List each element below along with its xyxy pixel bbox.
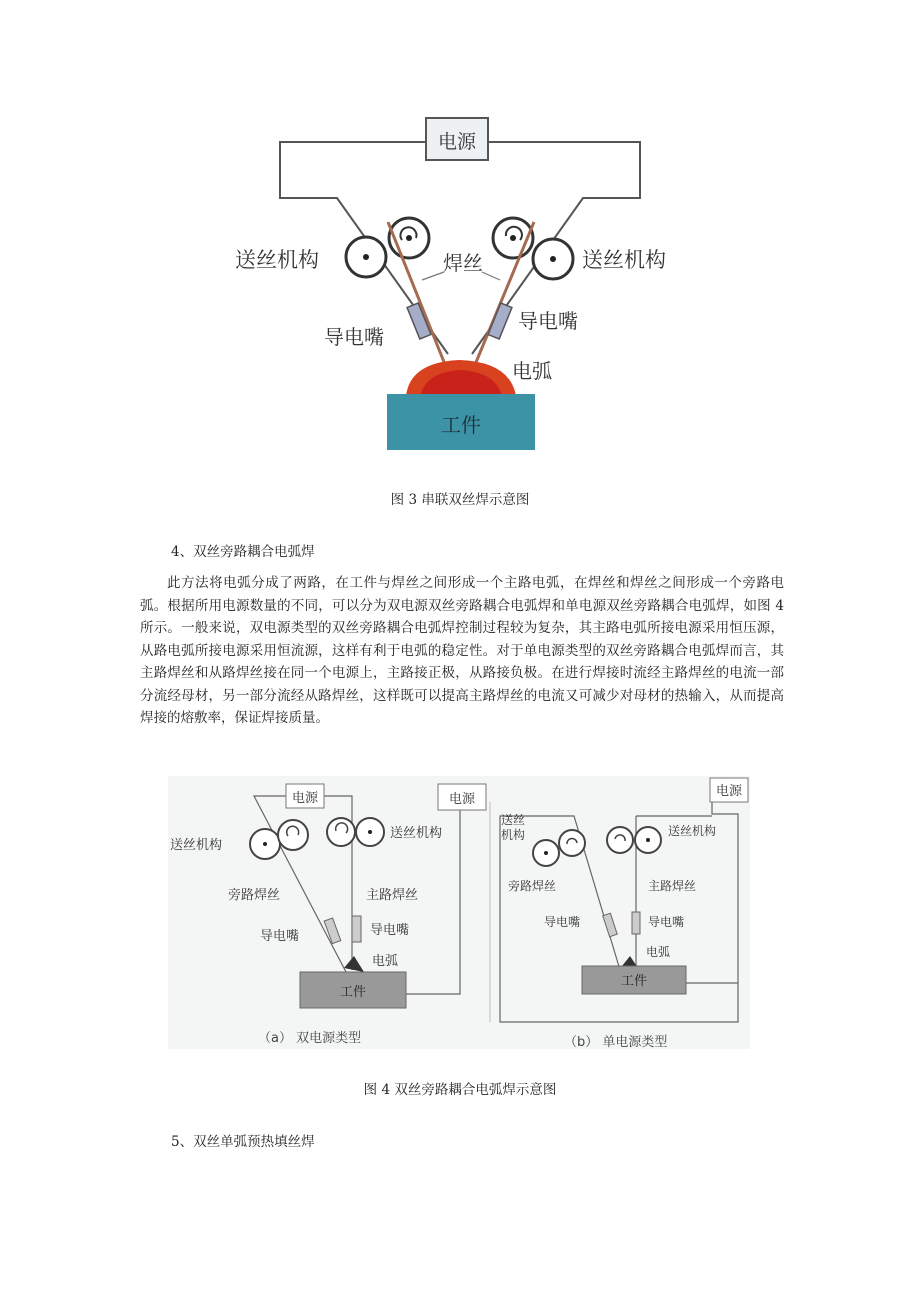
b-feeder-right: 送丝机构 [668, 824, 717, 838]
b-main-wire: 主路焊丝 [648, 879, 697, 893]
a-power2-label: 电源 [448, 792, 476, 807]
b-panel-label: （b） 单电源类型 [564, 1035, 668, 1049]
a-arc: 电弧 [372, 954, 399, 969]
section-5-heading: 5、双丝单弧预热填丝焊 [171, 1134, 315, 1150]
b-tip-left: 导电嘴 [544, 915, 581, 929]
a-bypass-wire: 旁路焊丝 [228, 888, 281, 903]
arc-label: 电弧 [512, 359, 552, 383]
a-tip-right: 导电嘴 [370, 923, 410, 938]
a-feeder-left: 送丝机构 [170, 838, 223, 853]
a-feeder-right: 送丝机构 [390, 826, 443, 841]
b-workpiece-label: 工件 [620, 974, 648, 989]
b-power-label: 电源 [715, 784, 743, 799]
wire-label: 焊丝 [443, 251, 483, 275]
roller-right-outer [533, 239, 573, 279]
tip-label-right: 导电嘴 [518, 309, 578, 333]
tip-label-left: 导电嘴 [324, 325, 384, 349]
roller-left-outer [346, 237, 386, 277]
section-4-paragraph: 此方法将电弧分成了两路，在工件与焊丝之间形成一个主路电弧，在焊丝和焊丝之间形成一个旁路电弧。根据所用电源数量的不同，可以分为双电源双丝旁路耦合电弧焊和单电源双丝旁路耦合电弧焊，如图 4 所示。一般来说，双电源类型的双丝旁路耦合电弧焊控制过程较为复杂，其主路电弧所接电源采用恒压源，从路电弧所接电源采用恒流源，这样有利于电弧的稳定性。对于单电源类型的双丝旁路耦合电弧焊而言，其主路焊丝和从路焊丝接在同一个电源上，主路接正极，从路接负极。在进行焊接时流经主路焊丝的电流一部分流经母材，另一部分流经从路焊丝，这样既可以提高主路焊丝的电流又可减少对母材的热输入，从而提高焊接的熔敷率，保证焊接质量。 [140, 575, 784, 726]
figure-4-bypass-diagram [168, 776, 750, 1049]
a-workpiece-label: 工件 [339, 985, 367, 1000]
figure-4-caption: 图 4 双丝旁路耦合电弧焊示意图 [363, 1082, 557, 1098]
b-tip-right: 导电嘴 [648, 915, 685, 929]
feeder-label-right: 送丝机构 [582, 248, 666, 272]
workpiece-label: 工件 [441, 413, 481, 437]
a-power1-label: 电源 [291, 791, 319, 806]
section-4-heading: 4、双丝旁路耦合电弧焊 [171, 544, 315, 560]
feeder-label-left: 送丝机构 [235, 248, 319, 272]
a-main-wire: 主路焊丝 [366, 888, 419, 903]
power-label: 电源 [437, 131, 477, 153]
b-bypass-wire: 旁路焊丝 [508, 879, 557, 893]
figure-3-tandem-diagram [230, 110, 690, 450]
b-arc: 电弧 [646, 945, 671, 959]
a-tip-left: 导电嘴 [260, 929, 300, 944]
figure-3-caption: 图 3 串联双丝焊示意图 [390, 492, 530, 508]
a-panel-label: （a） 双电源类型 [258, 1031, 362, 1046]
b-feeder-left: 送丝机构 [501, 813, 526, 842]
